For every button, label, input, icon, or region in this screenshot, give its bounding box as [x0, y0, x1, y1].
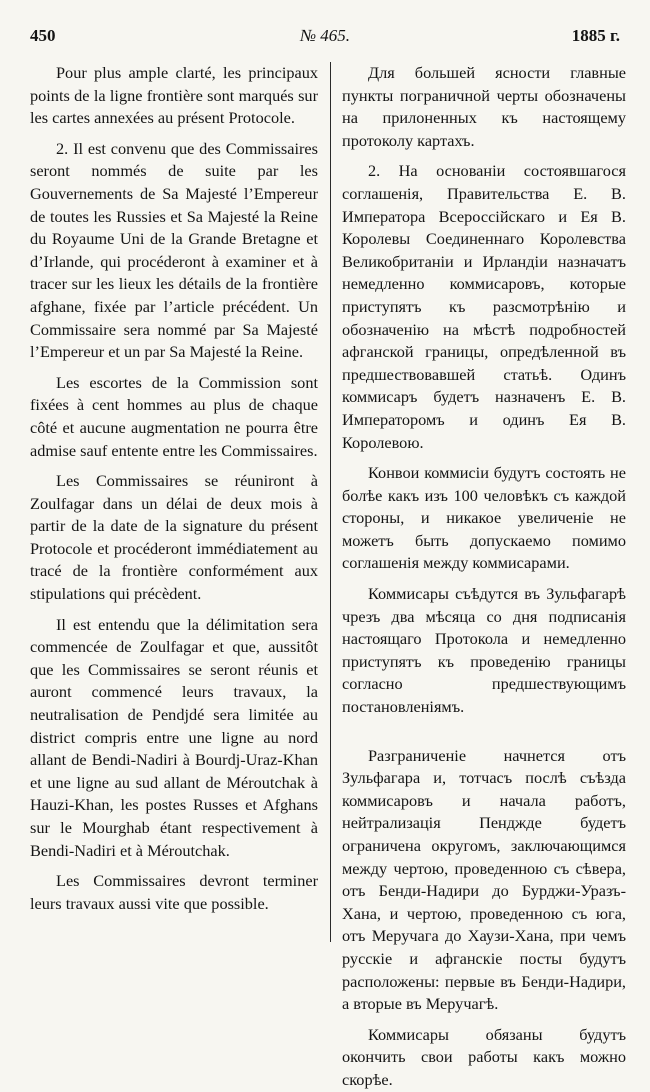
- russian-paragraph: Конвои коммисіи будутъ состоять не болѣе какъ изъ 100 человѣкъ съ каждой стороны, и никакое увеличеніе не можетъ быть допускаемо помимо соглашенія между коммисарами.: [342, 463, 626, 573]
- russian-paragraph: Коммисары обязаны будутъ окончить свои работы какъ можно скорѣе.: [342, 1024, 626, 1089]
- document-number: № 465.: [299, 26, 351, 45]
- french-paragraph: Il est entendu que la délimitation sera commencée de Zoulfagar et que, aussitôt que les Commissaires se seront réunis et auront commencé leurs travaux, la neutralisation de Pendjdé sera limitée au district compris entre une ligne au nord allant de Bendi-Nadiri à Bourdj-Uraz-Khan et une ligne au sud allant de Méroutchak à Hauzi-Khan, les postes Russes et Afghans sur le Mourghab étant respectivement à Bendi-Nadiri et à Méroutchak.: [30, 614, 318, 860]
- french-paragraph: Les escortes de la Commission sont fixées à cent hommes au plus de chaque côté et aucune augmentation ne pourra être admise sauf entente entre les Commissaires.: [30, 372, 318, 460]
- russian-paragraph: Для большей ясности главные пункты пограничной черты обозначены на прилоненных къ настоящему протоколу картахъ.: [342, 63, 626, 150]
- russian-paragraph: Коммисары съѣдутся въ Зульфагарѣ чрезъ два мѣсяца со дня подписанія настоящаго Протокола и немедленно приступятъ къ проведенію границы согласно предшествующимъ постановленіямъ.: [342, 584, 626, 717]
- russian-paragraph: 2. На основаніи состоявшагося соглашенія, Правительства Е. В. Императора Всероссійскаго и Ея В. Королевы Соединеннаго Королевства Великобританіи и Ирландіи назначатъ немедленно коммисаровъ, которые приступятъ къ разсмотрѣнію и обозначенію на мѣстѣ подробностей афганской границы, опредѣленной въ предшествовавшей статьѣ. Одинъ коммисаръ будетъ назначенъ Е. В. Императоромъ и одинъ Ея В. Королевою.: [342, 161, 626, 452]
- french-column: [30, 62, 318, 953]
- column-divider: [330, 62, 331, 942]
- russian-column: [342, 62, 626, 1089]
- page-number: 450: [30, 26, 56, 45]
- russian-paragraph: Разграниченіе начнется отъ Зульфагара и, тотчасъ послѣ съѣзда коммисаровъ и начала работъ, нейтрализація Пенджде будетъ ограничена округомъ, заключающимся между чертою, проведенною съ сѣвера, отъ Бенди-Надири до Бурджи-Уразъ-Хана, и чертою, проведенною съ юга, отъ Меручага до Хаузи-Хана, при чемъ русскіе и афганскіе посты будутъ расположены: первые въ Бенди-Надири, а вторые въ Меручагѣ.: [342, 745, 626, 1014]
- french-paragraph: Les Commissaires devront terminer leurs travaux aussi vite que possible.: [30, 871, 318, 913]
- french-paragraph: Pour plus ample clarté, les principaux points de la ligne frontière sont marqués sur les cartes annexées au présent Protocole.: [30, 63, 318, 128]
- french-paragraph: Les Commissaires se réuniront à Zoulfagar dans un délai de deux mois à partir de la date de la signature du présent Protocole et procéderont immédiatement au tracé de la frontière conformément aux stipulations qui précèdent.: [30, 471, 318, 604]
- year-label: 1885 г.: [571, 26, 620, 45]
- french-paragraph: 2. Il est convenu que des Commissaires seront nommés de suite par les Gouvernements de Sa Majesté l’Empereur de toutes les Russies et Sa Majesté la Reine du Royaume Uni de la Grande Bretagne et d’Irlande, qui procéderont à examiner et à tracer sur les lieux les détails de la frontière afghane, fixée par l’article précédent. Un Commissaire sera nommé par Sa Majesté l’Empereur et un par Sa Majesté la Reine.: [30, 138, 318, 362]
